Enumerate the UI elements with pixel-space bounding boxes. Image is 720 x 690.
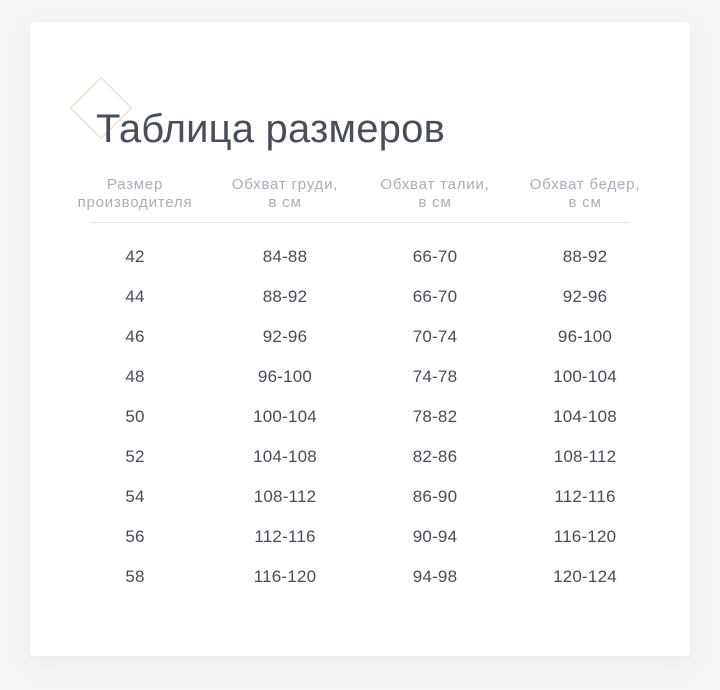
column-header-line: в см	[268, 194, 302, 211]
cell-waist: 78-82	[412, 407, 458, 426]
cell-chest: 96-100	[257, 367, 313, 386]
cell-chest: 116-120	[253, 567, 317, 586]
cell-size: 52	[125, 447, 145, 466]
cell-waist: 66-70	[412, 247, 458, 266]
table-row	[60, 317, 660, 357]
cell-hips: 88-92	[562, 247, 608, 266]
table-row	[60, 557, 660, 597]
cell-size: 54	[125, 487, 145, 506]
cell-waist: 74-78	[412, 367, 458, 386]
cell-size: 46	[125, 327, 145, 346]
table-row	[60, 477, 660, 517]
column-header-hips	[510, 176, 660, 212]
column-header-chest	[210, 176, 360, 212]
column-header-line: Размер	[106, 176, 164, 193]
cell-hips: 96-100	[557, 327, 613, 346]
cell-waist: 86-90	[412, 487, 458, 506]
cell-hips: 112-116	[554, 487, 616, 506]
column-header-line: Обхват талии,	[380, 176, 490, 193]
cell-chest: 100-104	[253, 407, 317, 426]
page-title: Таблица размеров	[96, 106, 446, 151]
table-row	[60, 237, 660, 277]
header-divider	[90, 222, 630, 223]
table-row	[60, 437, 660, 477]
column-header-waist	[360, 176, 510, 212]
cell-hips: 120-124	[553, 567, 617, 586]
column-header-line: производителя	[77, 194, 193, 211]
cell-size: 58	[125, 567, 145, 586]
cell-chest: 108-112	[253, 487, 317, 506]
table-row	[60, 277, 660, 317]
column-header-line: в см	[418, 194, 452, 211]
column-header-line: Обхват груди,	[231, 176, 339, 193]
cell-chest: 112-116	[254, 527, 316, 546]
cell-hips: 104-108	[553, 407, 617, 426]
cell-chest: 104-108	[253, 447, 317, 466]
size-table-card	[30, 22, 690, 656]
cell-size: 50	[125, 407, 145, 426]
cell-size: 44	[125, 287, 145, 306]
column-header-line: Обхват бедер,	[529, 176, 641, 193]
cell-chest: 88-92	[262, 287, 308, 306]
table-body	[60, 237, 660, 597]
cell-waist: 66-70	[412, 287, 458, 306]
table-header-row	[60, 176, 660, 212]
column-header-manufacturer-size	[60, 176, 210, 212]
cell-hips: 116-120	[553, 527, 617, 546]
cell-hips: 100-104	[553, 367, 617, 386]
cell-hips: 108-112	[553, 447, 617, 466]
column-header-line: в см	[568, 194, 602, 211]
cell-waist: 70-74	[412, 327, 458, 346]
table-row	[60, 517, 660, 557]
cell-waist: 94-98	[412, 567, 458, 586]
cell-size: 42	[125, 247, 145, 266]
cell-waist: 90-94	[412, 527, 458, 546]
table-row	[60, 397, 660, 437]
cell-chest: 84-88	[262, 247, 308, 266]
cell-size: 48	[125, 367, 145, 386]
cell-hips: 92-96	[562, 287, 608, 306]
cell-chest: 92-96	[262, 327, 308, 346]
cell-size: 56	[125, 527, 145, 546]
table-row	[60, 357, 660, 397]
cell-waist: 82-86	[412, 447, 458, 466]
